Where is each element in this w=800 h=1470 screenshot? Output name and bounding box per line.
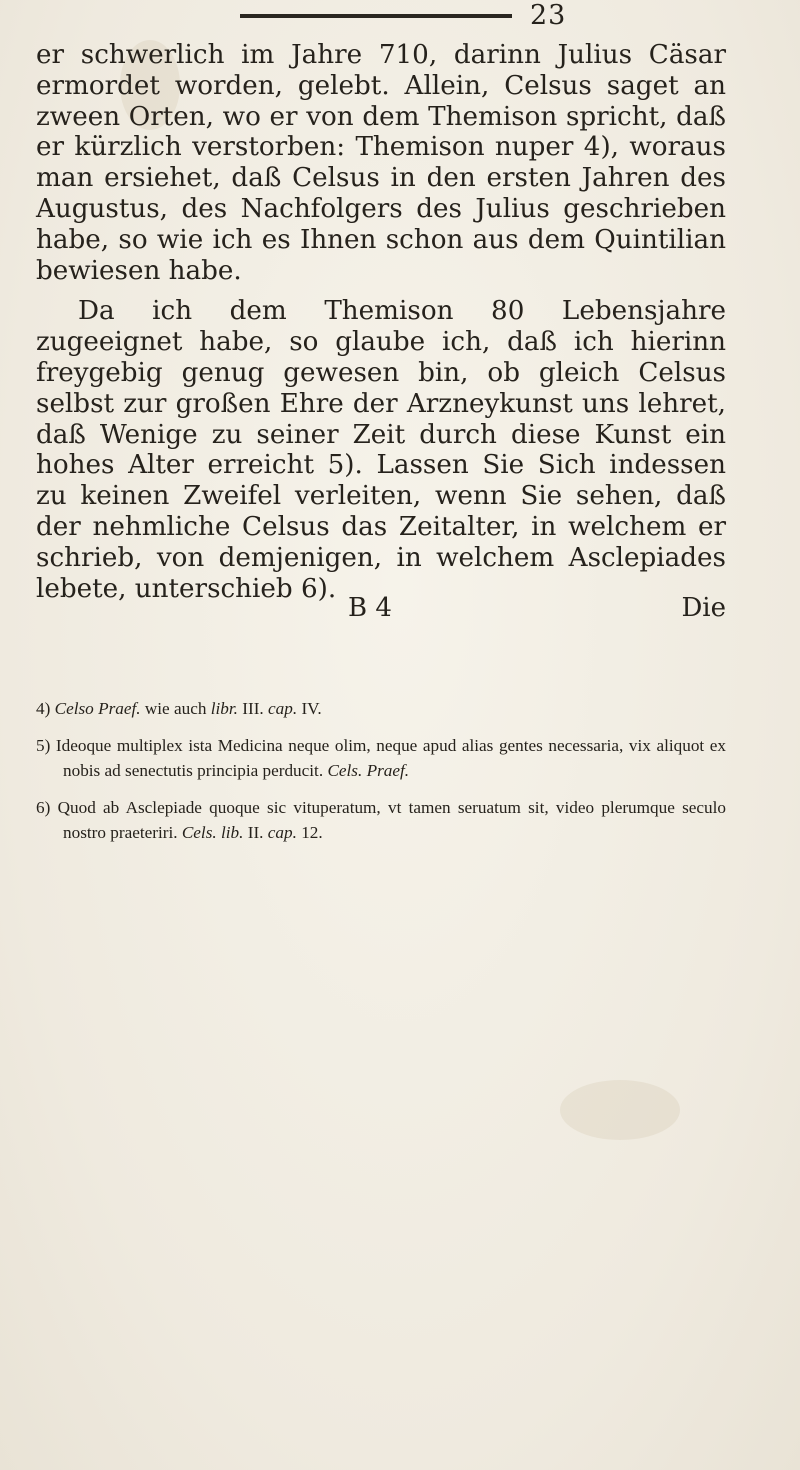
- header-rule: [240, 14, 512, 18]
- footnote-citation: Cels. lib.: [181, 823, 244, 842]
- footnote: [36, 696, 726, 721]
- footnote-text: wie auch: [140, 699, 211, 718]
- footnote-citation: Cels. Praef.: [327, 761, 410, 780]
- main-text: [36, 40, 726, 604]
- footnotes: [36, 696, 726, 857]
- footnote-citation: Celso Praef.: [54, 699, 141, 718]
- footnote-text: III.: [237, 699, 269, 718]
- footnote-text: II.: [243, 823, 268, 842]
- catchword: Die: [681, 593, 726, 623]
- paragraph: Da ich dem Themison 80 Lebensjahre zugeeignet habe, so glaube ich, daß ich hierinn freygebig genug gewesen bin, ob gleich Celsus selbst zur großen Ehre der Arzneykunst uns lehret, daß Wenige zu seiner Zeit durch diese Kunst ein hohes Alter erreicht 5). Lassen Sie Sich indessen zu keinen Zweifel verleiten, wenn Sie sehen, daß der nehmliche Celsus das Zeitalter, in welchem er schrieb, von demjenigen, in welchem Asclepiades lebete, unterschieb 6).: [36, 296, 726, 604]
- page-number: 23: [530, 0, 567, 31]
- footnote: [36, 795, 726, 845]
- footnote-text: 12.: [296, 823, 323, 842]
- footnote-label: 5): [36, 736, 51, 755]
- footnote-text: Quod ab Asclepiade quoque sic vituperatum, vt tamen seruatum sit, video plerumque seculo nostro praeteriri.: [57, 798, 727, 842]
- footnote-label: 6): [36, 798, 51, 817]
- footnote-label: 4): [36, 699, 51, 718]
- footnote: [36, 733, 726, 783]
- paragraph: er schwerlich im Jahre 710, darinn Julius Cäsar ermordet worden, gelebt. Allein, Celsus saget an zween Orten, wo er von dem Themison spricht, daß er kürzlich verstorben: Themison nuper 4), woraus man ersiehet, daß Celsus in den ersten Jahren des Augustus, des Nachfolgers des Julius geschrieben habe, so wie ich es Ihnen schon aus dem Quintilian bewiesen habe.: [36, 40, 726, 286]
- footnote-text: Ideoque multiplex ista Medicina neque olim, neque apud alias gentes necessaria, vix aliquot ex nobis ad senectutis principia perducit.: [55, 736, 727, 780]
- footnote-citation: cap.: [267, 823, 297, 842]
- footnote-citation: cap.: [268, 699, 298, 718]
- signature-mark: B 4: [348, 593, 392, 623]
- paper-stain: [560, 1080, 680, 1140]
- footnote-citation: libr.: [210, 699, 238, 718]
- footnote-text: IV.: [297, 699, 322, 718]
